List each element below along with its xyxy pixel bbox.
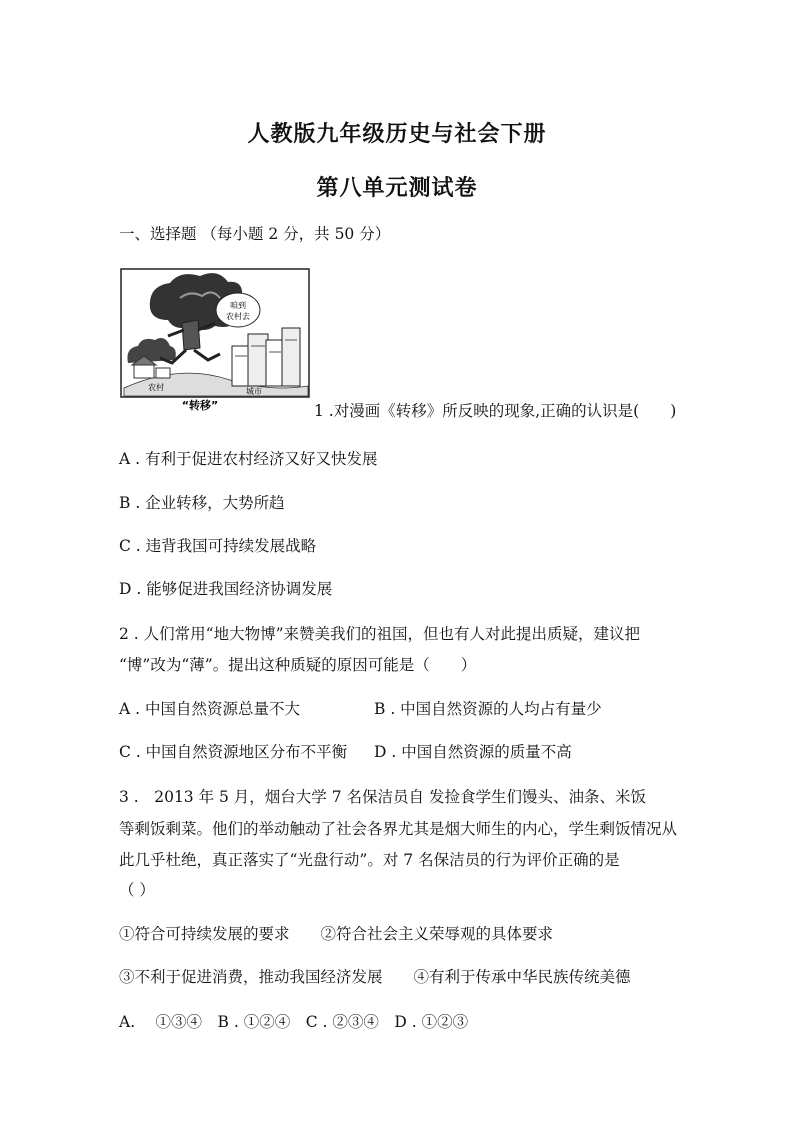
question-2-option-d: D . 中国自然资源的质量不高 — [374, 743, 572, 761]
question-3-stem-line1: 3 . 2013 年 5 月，烟台大学 7 名保洁员自 发捡食学生们馒头、油条、米饭 — [119, 788, 646, 806]
question-3-choices: A. ①③④ B . ①②④ C . ②③④ D . ①②③ — [119, 1013, 469, 1031]
question-1-option-c: C . 违背我国可持续发展战略 — [119, 537, 317, 555]
question-3-stem-line3: 此几乎杜绝，真正落实了“光盘行动”。对 7 名保洁员的行为评价正确的是 — [119, 851, 620, 869]
page-title-line1: 人教版九年级历史与社会下册 — [247, 121, 547, 147]
question-1-option-d: D . 能够促进我国经济协调发展 — [119, 580, 333, 598]
question-2-option-b: B . 中国自然资源的人均占有量少 — [374, 700, 602, 718]
question-3-items-line2: ③不利于促进消费，推动我国经济发展 ④有利于传承中华民族传统美德 — [119, 968, 631, 986]
question-3-items-line1: ①符合可持续发展的要求 ②符合社会主义荣辱观的具体要求 — [119, 925, 554, 943]
question-1-stem: 1 .对漫画《转移》所反映的现象,正确的认识是( ) — [314, 402, 677, 420]
cartoon-transfer-image — [120, 268, 312, 412]
question-2-option-a: A . 中国自然资源总量不大 — [119, 700, 300, 718]
label-city: 城市 — [246, 387, 262, 396]
bubble-text-line2: 农村去 — [226, 312, 250, 321]
question-2-option-c: C . 中国自然资源地区分布不平衡 — [119, 743, 348, 761]
section-heading: 一、选择题 （每小题 2 分，共 50 分） — [119, 225, 391, 243]
page-title-line2: 第八单元测试卷 — [316, 175, 478, 201]
question-2-stem-line2: “博”改为“薄”。提出这种质疑的原因可能是（ ） — [119, 656, 477, 674]
bubble-text-line1: 咱到 — [230, 301, 246, 310]
question-2-stem-line1: 2 . 人们常用“地大物博”来赞美我们的祖国，但也有人对此提出质疑，建议把 — [119, 625, 640, 643]
question-1-option-a: A . 有利于促进农村经济又好又快发展 — [119, 450, 378, 468]
question-3-stem-line2: 等剩饭剩菜。他们的举动触动了社会各界尤其是烟大师生的内心，学生剩饭情况从 — [119, 820, 678, 838]
label-village: 农村 — [148, 383, 164, 392]
cartoon-caption: “转移” — [181, 399, 219, 412]
question-1-option-b: B . 企业转移，大势所趋 — [119, 494, 285, 512]
question-3-stem-line4: （ ） — [119, 881, 155, 899]
